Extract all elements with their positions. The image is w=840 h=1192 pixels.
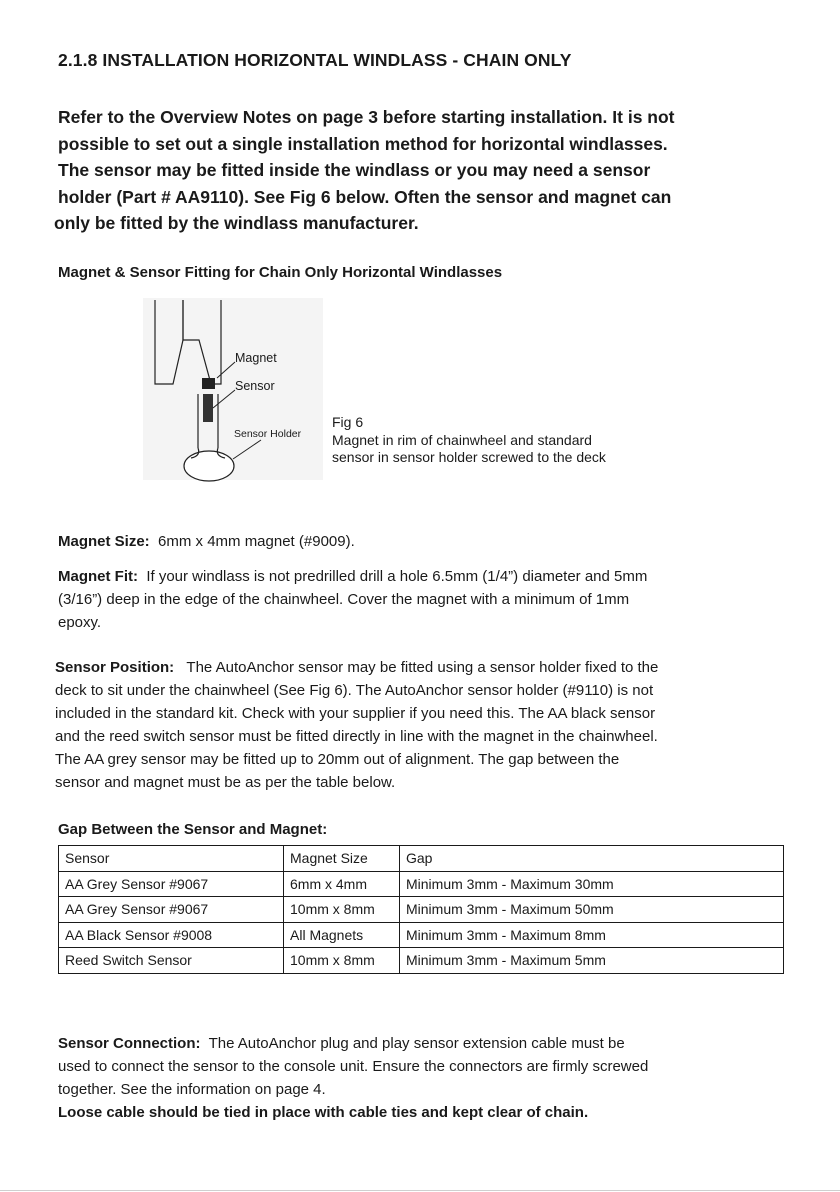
- page-bottom-edge: [0, 1190, 840, 1191]
- magnet-block: [202, 378, 215, 389]
- magnet-fit-label: Magnet Fit:: [58, 568, 138, 585]
- table-header-cell: Sensor: [59, 846, 284, 872]
- sensor-label: Sensor: [235, 379, 275, 393]
- table-cell: Minimum 3mm - Maximum 30mm: [400, 871, 784, 897]
- figure-caption-line: Magnet in rim of chainwheel and standard: [332, 431, 592, 448]
- sensor-position-paragraph: [55, 656, 658, 794]
- diagram-background: [143, 298, 323, 480]
- magnet-fit-line: (3/16”) deep in the edge of the chainwheel. Cover the magnet with a minimum of 1mm: [58, 591, 630, 608]
- sensor-position-line: deck to sit under the chainwheel (See Fig 6). The AutoAnchor sensor holder (#9110) is not: [55, 682, 654, 699]
- figure-caption: [332, 414, 606, 467]
- table-cell: Reed Switch Sensor: [59, 948, 284, 974]
- gap-table-heading: Gap Between the Sensor and Magnet:: [58, 821, 328, 838]
- sensor-position-line: sensor and magnet must be as per the table below.: [55, 774, 396, 791]
- table-row: [59, 922, 784, 948]
- table-header-cell: Gap: [400, 846, 784, 872]
- table-header-row: [59, 846, 784, 872]
- table-cell: 6mm x 4mm: [284, 871, 400, 897]
- table-header-cell: Magnet Size: [284, 846, 400, 872]
- table-cell: 10mm x 8mm: [284, 948, 400, 974]
- magnet-size-text: 6mm x 4mm magnet (#9009).: [149, 533, 355, 550]
- sensor-position-line: included in the standard kit. Check with your supplier if you need this. The AA black sensor: [55, 705, 656, 722]
- figure-caption-line: Fig 6: [332, 414, 364, 430]
- page-title: 2.1.8 INSTALLATION HORIZONTAL WINDLASS - CHAIN ONLY: [58, 50, 572, 70]
- sensor-connection-line: The AutoAnchor plug and play sensor extension cable must be: [200, 1035, 625, 1052]
- magnet-label: Magnet: [235, 351, 277, 365]
- intro-line: The sensor may be fitted inside the windlass or you may need a sensor: [58, 160, 651, 180]
- sensor-position-line: The AA grey sensor may be fitted up to 20mm out of alignment. The gap between the: [55, 751, 620, 768]
- sensor-connection-paragraph: [58, 1032, 648, 1124]
- magnet-fit-paragraph: [58, 565, 647, 634]
- sensor-position-line: and the reed switch sensor must be fitted directly in line with the magnet in the chainwheel.: [55, 728, 658, 745]
- table-cell: Minimum 3mm - Maximum 5mm: [400, 948, 784, 974]
- sensor-connection-label: Sensor Connection:: [58, 1035, 201, 1052]
- sensor-connection-line: used to connect the sensor to the console unit. Ensure the connectors are firmly screwed: [58, 1058, 649, 1075]
- gap-table: [58, 845, 784, 974]
- table-cell: Minimum 3mm - Maximum 8mm: [400, 922, 784, 948]
- table-cell: AA Black Sensor #9008: [59, 922, 284, 948]
- magnet-fit-line: If your windlass is not predrilled drill a hole 6.5mm (1/4”) diameter and 5mm: [138, 568, 648, 585]
- table-row: [59, 897, 784, 923]
- table-row: [59, 948, 784, 974]
- table-cell: 10mm x 8mm: [284, 897, 400, 923]
- intro-paragraph: [54, 104, 798, 237]
- sensor-holder-base: [184, 451, 234, 481]
- table-cell: AA Grey Sensor #9067: [59, 871, 284, 897]
- sensor-holder-label: Sensor Holder: [234, 428, 302, 440]
- figure-caption-line: sensor in sensor holder screwed to the deck: [332, 449, 606, 465]
- magnet-fit-line: epoxy.: [58, 614, 102, 631]
- sensor-connection-line: together. See the information on page 4.: [58, 1081, 326, 1098]
- sensor-block: [203, 394, 213, 422]
- intro-line: only be fitted by the windlass manufacturer.: [54, 213, 419, 233]
- intro-line: holder (Part # AA9110). See Fig 6 below. Often the sensor and magnet can: [58, 186, 672, 207]
- sensor-position-label: Sensor Position:: [55, 659, 175, 676]
- table-row: [59, 871, 784, 897]
- intro-line: Refer to the Overview Notes on page 3 before starting installation. It is not: [58, 107, 675, 127]
- sensor-position-line: The AutoAnchor sensor may be fitted using a sensor holder fixed to the: [174, 659, 659, 676]
- figure-heading: Magnet & Sensor Fitting for Chain Only Horizontal Windlasses: [58, 264, 503, 281]
- table-cell: AA Grey Sensor #9067: [59, 897, 284, 923]
- sensor-connection-warning: Loose cable should be tied in place with cable ties and kept clear of chain.: [58, 1104, 589, 1121]
- magnet-size-paragraph: [58, 530, 355, 553]
- table-cell: Minimum 3mm - Maximum 50mm: [400, 897, 784, 923]
- table-cell: All Magnets: [284, 922, 400, 948]
- intro-line: possible to set out a single installation method for horizontal windlasses.: [58, 133, 668, 154]
- magnet-size-label: Magnet Size:: [58, 533, 150, 550]
